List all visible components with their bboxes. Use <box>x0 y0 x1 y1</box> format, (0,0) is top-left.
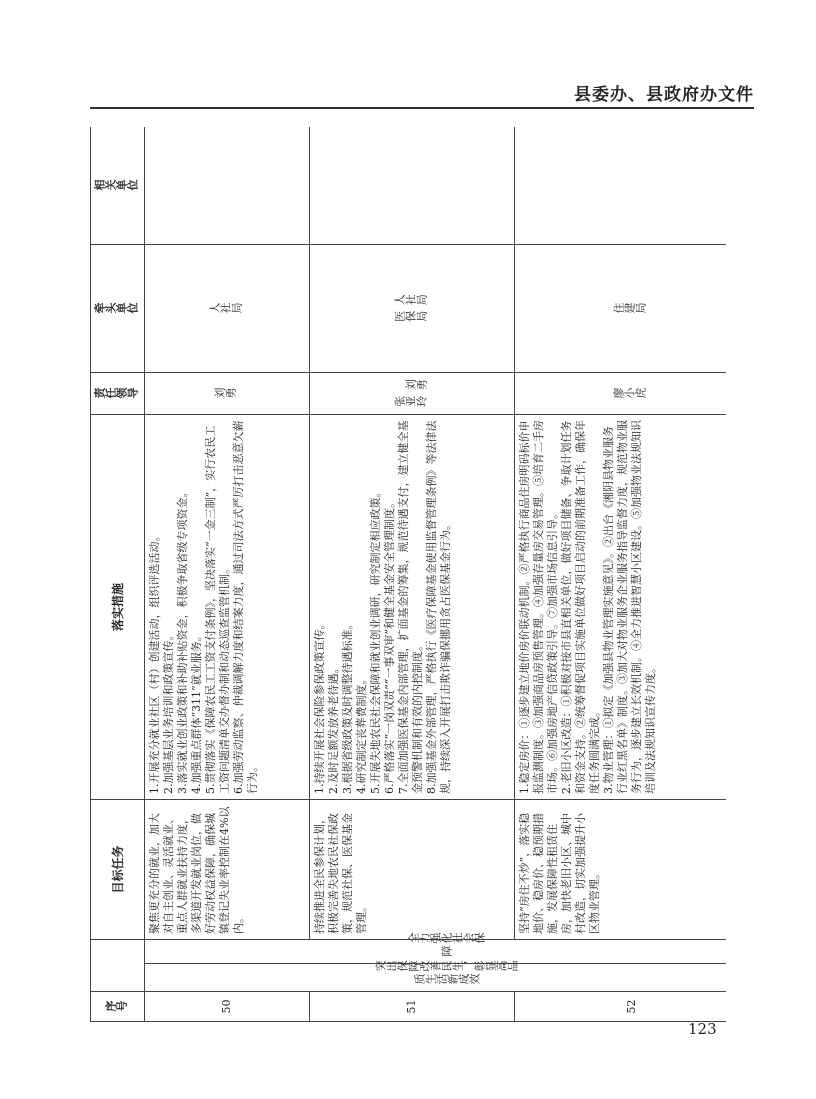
measure-item: 4.研究制定丧葬费制度。 <box>355 673 368 794</box>
table-row <box>515 127 727 1022</box>
measure-item: 2.加强基层业务培训和政策宣传。 <box>162 629 175 794</box>
col-header-leader: 责任领导 <box>91 373 145 415</box>
measure-item: 6.加强劳动监察、仲裁调解力度和结案力度，通过司法方式严厉打击恶意欠薪行为。 <box>232 420 259 794</box>
row-target: 坚持“房住不炒”，落实稳地价、稳房价、稳预期措施，发展保障性租赁住房，加快老旧小区、城中村改造，切实加强提升小区物业管理。 <box>515 800 727 940</box>
row-measures <box>310 415 515 800</box>
measure-item: 2.老旧小区改造：①积极对接市县直相关单位，做好项目储备、争取计划任务和资金支持。②统筹督促项目实施单位做好项目启动的前期准备工作，确保年度任务圆满完成。 <box>560 420 601 794</box>
measure-item: 5.开展失地农民社会保障和就业创业调研，研究制定相应政策。 <box>369 486 382 794</box>
rotated-table-canvas <box>90 127 726 1022</box>
rotated-table-region <box>90 127 726 1022</box>
row-related <box>515 127 727 245</box>
measure-item: 3.物业管理：①拟定《加强县物业管理实施意见》。②出台《湘阴县物业服务行业红黑名单》制度。③加大对物业服务企业服务指导监督力度，规范物业服务行为，逐步建立长效机制。④全力推进智慧小区建设。⑤加强物业法规知识培训及法规知识宣传力度。 <box>602 420 657 794</box>
row-target: 持续推进全民参保计划，积极完善失地农民社保政策，规范社保、医保基金管理。 <box>310 800 515 940</box>
subcategory-cell: 全力强化社会保障 <box>145 940 727 964</box>
table-row <box>145 127 310 1022</box>
measure-item: 1.持续开展社会保险参保政策宣传。 <box>313 618 326 794</box>
row-target: 聚焦更充分的就业，加大对自主创业、灵活就业、重点人群就业扶持力度，多渠道开发就业岗位，做好劳动权益保障，确保城镇登记失业率控制在4%以内。 <box>145 800 310 940</box>
measure-item: 7.全面加强医保基金内部管理，扩面基金的筹集，规范待遇支付，建立健全基金预警机制和有效的内控制度。 <box>397 420 424 794</box>
row-lead-unit: 医保局 人社局 <box>310 245 515 373</box>
measure-item: 1.开展充分就业社区（村）创建活动，组织评选活动。 <box>148 530 161 794</box>
measure-item: 4.加强重点群体“311”就业服务。 <box>190 630 203 794</box>
row-related <box>145 127 310 245</box>
col-header-category <box>91 940 145 992</box>
measure-item: 8.加强基金外部管理，严格执行《医疗保障基金使用监督管理条例》等法律法规，持续深入开展打击欺诈骗保挪用贪占医保基金行为。 <box>425 420 452 794</box>
header-title: 县委办、县政府办文件 <box>574 85 754 105</box>
col-header-measures: 落实措施 <box>91 415 145 800</box>
measure-item: 5.贯彻落实《保障农民工工资支付条例》，坚决落实“一金三制”，实行农民工工资问题清单交办督办制和动态巡查监管机制。 <box>204 425 231 794</box>
measure-item: 6.严格落实“一岗双责”“一事双审”和健全基金安全管理制度。 <box>383 497 396 794</box>
measure-item: 2.及时足额发放养老待遇。 <box>327 662 340 794</box>
row-seq: 51 <box>310 992 515 1022</box>
measure-item: 3.根据省级政策及时调整待遇标准。 <box>341 618 354 794</box>
col-header-target: 目标任务 <box>91 800 145 940</box>
row-measures <box>145 415 310 800</box>
category-cell: 突出保障改善民生，彰显高品质生活新成效 <box>145 964 727 992</box>
row-lead-unit: 人社局 <box>145 245 310 373</box>
row-seq: 50 <box>145 992 310 1022</box>
col-header-lead-unit: 牵头单位 <box>91 245 145 373</box>
col-header-seq: 序号 <box>91 992 145 1022</box>
task-table <box>90 127 726 1022</box>
row-leader: 刘勇 <box>145 373 310 415</box>
table-row <box>310 127 515 1022</box>
header-divider <box>90 107 754 109</box>
row-leader: 张亚玲 刘勇 <box>310 373 515 415</box>
row-lead-unit: 住建局 <box>515 245 727 373</box>
page-number: 123 <box>688 1020 717 1038</box>
row-seq: 52 <box>515 992 727 1022</box>
row-related <box>310 127 515 245</box>
measure-item: 3.落实就业创业政策和补助补贴资金，积极争取省级专项资金。 <box>176 486 189 794</box>
row-measures <box>515 415 727 800</box>
row-leader: 廖小虎 <box>515 373 727 415</box>
col-header-related: 相关单位 <box>91 127 145 245</box>
measure-item: 1.稳定房价：①逐步建立地价房价联动机制。②严格执行商品住房明码标价申报监测制度。③加强商品房预售管理。④加强存量房交易管理。⑤培育二手房市场。⑥加强房地产信贷政策引导。⑦加强市场信息引导。 <box>518 420 559 794</box>
